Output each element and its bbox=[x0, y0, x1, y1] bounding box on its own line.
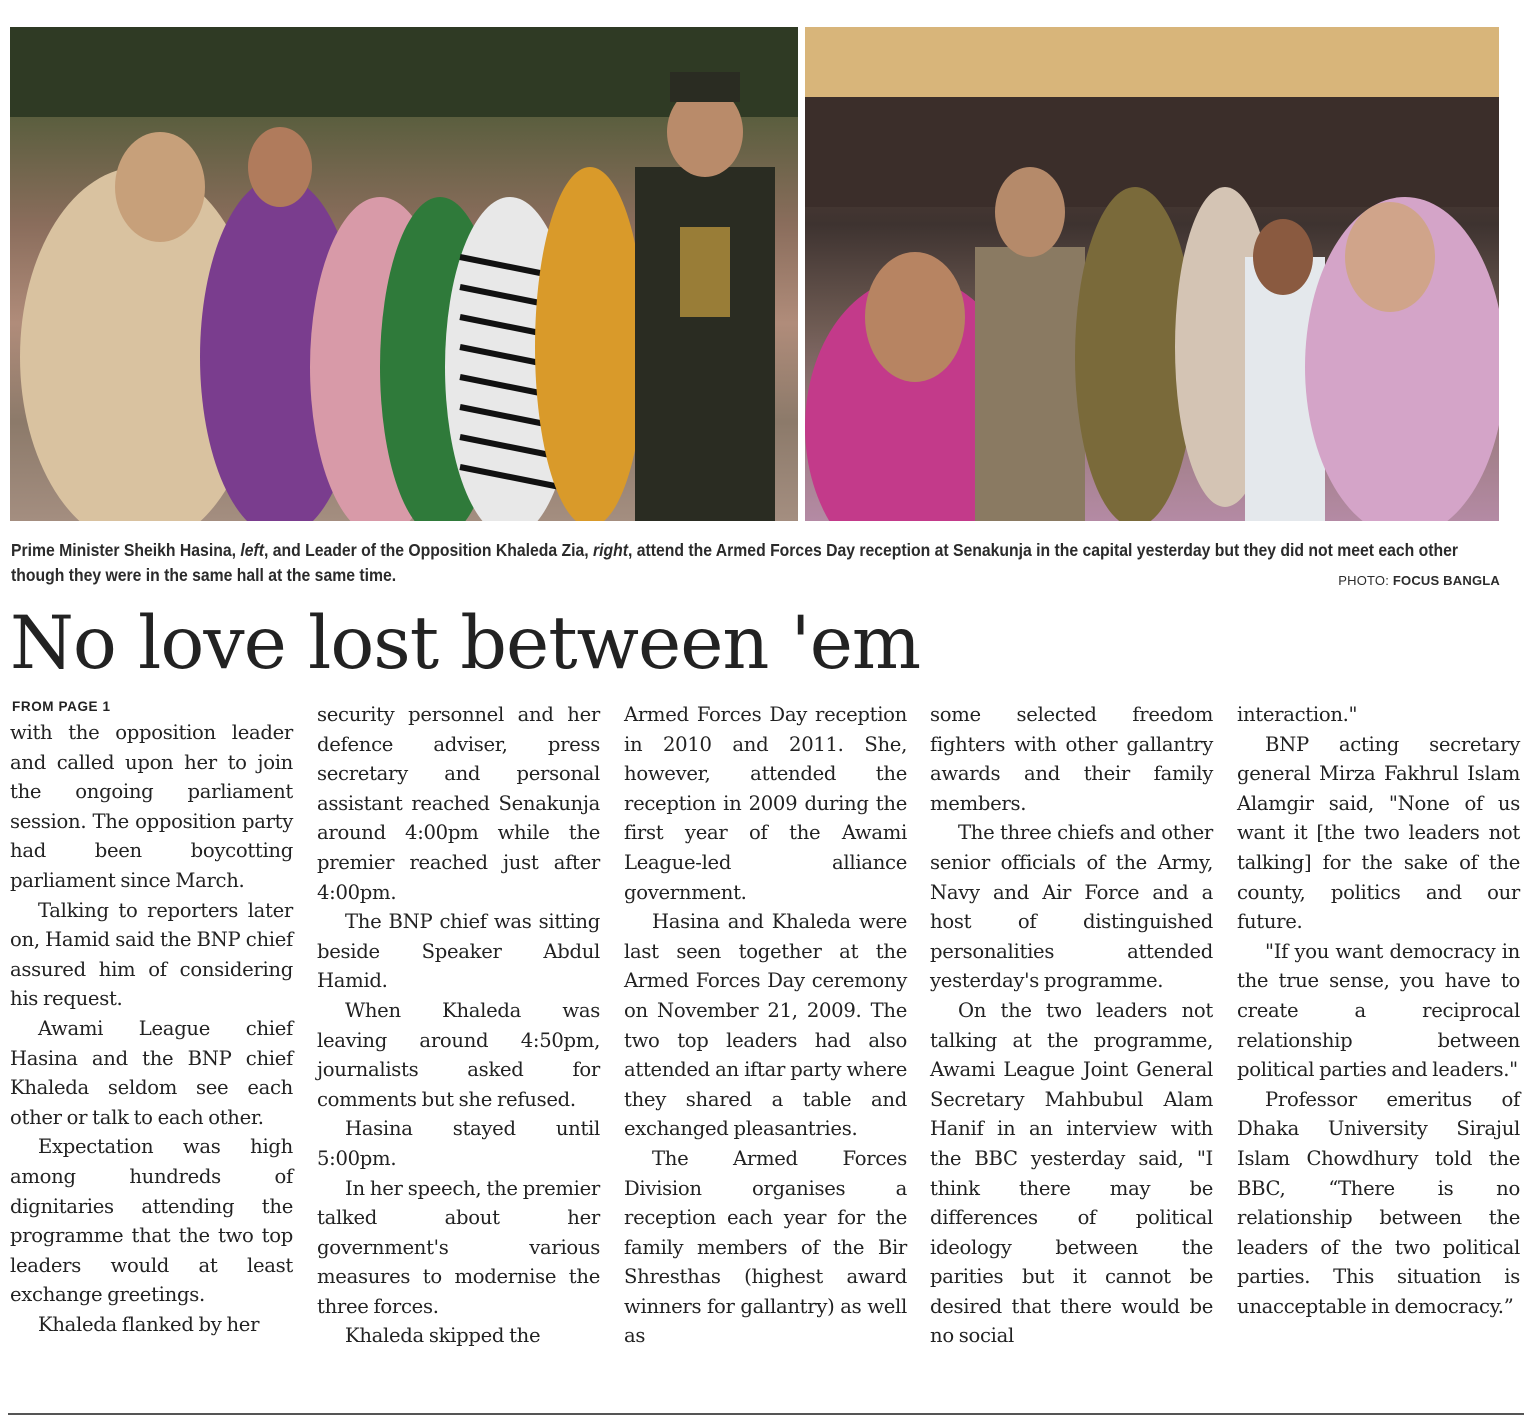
photo-left bbox=[10, 27, 798, 521]
paragraph: some selected freedom fighters with other gallantry awards and their family members. bbox=[930, 703, 1213, 815]
article-column-1 bbox=[10, 718, 293, 1339]
article-column-3 bbox=[624, 700, 907, 1351]
paragraph: Armed Forces Day reception in 2010 and 2011. She, however, attended the reception in 2009 during the first year of the Awami League-led alliance government. bbox=[624, 703, 907, 904]
bottom-rule bbox=[8, 1413, 1524, 1415]
paragraph: Expectation was high among hundreds of dignitaries attending the programme that the two top leaders would at least exchange greetings. bbox=[10, 1135, 293, 1307]
paragraph: In her speech, the premier talked about her government's various measures to modernise the three forces. bbox=[317, 1176, 600, 1318]
caption-part-3: , attend the Armed Forces Day reception at Senakunja in the capital yesterday but they did not meet each other though they were in the same hall at the same time. bbox=[11, 540, 1459, 585]
from-page-label: FROM PAGE 1 bbox=[12, 699, 111, 714]
photo-credit bbox=[1338, 573, 1500, 588]
paragraph: Khaleda skipped the bbox=[345, 1324, 541, 1348]
photo-caption bbox=[11, 538, 1501, 588]
credit-label: PHOTO: bbox=[1338, 573, 1393, 588]
photo-right-image bbox=[805, 27, 1499, 521]
paragraph: Professor emeritus of Dhaka University Sirajul Islam Chowdhury told the BBC, “There is no relationship between the leaders of the two political parties. This situation is unacceptable in democracy.” bbox=[1237, 1087, 1520, 1318]
paragraph: security personnel and her defence adviser, press secretary and personal assistant reached Senakunja around 4:00pm while the premier reached just after 4:00pm. bbox=[317, 703, 600, 904]
paragraph: BNP acting secretary general Mirza Fakhrul Islam Alamgir said, "None of us want it [the two leaders not talking] for the sake of the county, politics and our future. bbox=[1237, 732, 1520, 934]
article-column-5 bbox=[1237, 700, 1520, 1321]
caption-right-word: right bbox=[593, 540, 629, 560]
article-column-4 bbox=[930, 700, 1213, 1351]
paragraph: Talking to reporters later on, Hamid said the BNP chief assured him of considering his request. bbox=[10, 898, 293, 1011]
paragraph: with the opposition leader and called upon her to join the ongoing parliament session. The opposition party had been boycotting parliament since March. bbox=[10, 721, 293, 892]
paragraph: The Armed Forces Division organises a reception each year for the family members of the Bir Shresthas (highest award winners for gallantry) as well as bbox=[624, 1146, 907, 1348]
paragraph: On the two leaders not talking at the programme, Awami League Joint General Secretary Mahbubul Alam Hanif in an interview with the BBC yesterday said, "I think there may be differences of political ideology between the parities but it cannot be desired that there would be no social bbox=[930, 998, 1213, 1348]
paragraph: The BNP chief was sitting beside Speaker Abdul Hamid. bbox=[317, 910, 600, 993]
photo-left-image bbox=[10, 27, 798, 521]
caption-part-1: Prime Minister Sheikh Hasina, bbox=[11, 540, 241, 560]
paragraph: Awami League chief Hasina and the BNP chief Khaleda seldom see each other or talk to each other. bbox=[10, 1016, 293, 1129]
paragraph: When Khaleda was leaving around 4:50pm, journalists asked for comments but she refused. bbox=[317, 998, 600, 1111]
caption-left-word: left bbox=[240, 540, 264, 560]
photo-right bbox=[805, 27, 1499, 521]
paragraph: Hasina stayed until 5:00pm. bbox=[317, 1117, 600, 1170]
paragraph: "If you want democracy in the true sense, you have to create a reciprocal relationship between political parties and leaders." bbox=[1237, 939, 1520, 1082]
credit-source: FOCUS BANGLA bbox=[1392, 573, 1500, 588]
paragraph: interaction." bbox=[1237, 703, 1358, 726]
article-column-2 bbox=[317, 700, 600, 1351]
paragraph: Hasina and Khaleda were last seen together at the Armed Forces Day ceremony on November 21, 2009. The two top leaders had also attended an iftar party where they shared a table and exchanged pleasantries. bbox=[624, 910, 907, 1141]
paragraph: Khaleda flanked by her bbox=[38, 1312, 260, 1336]
headline: No love lost between 'em bbox=[10, 601, 921, 686]
paragraph: The three chiefs and other senior officials of the Army, Navy and Air Force and a host of distinguished personalities attended yesterday's programme. bbox=[930, 821, 1213, 993]
caption-part-2: , and Leader of the Opposition Khaleda Zia, bbox=[263, 540, 594, 560]
